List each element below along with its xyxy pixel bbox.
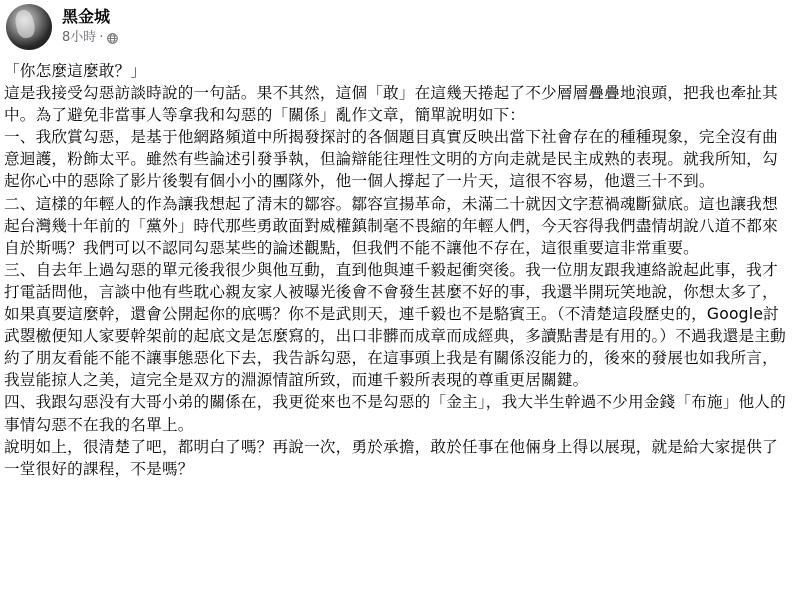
post-header (6, 2, 118, 52)
author-name[interactable]: 黑金城 (62, 7, 111, 26)
post-timestamp[interactable]: 8小時 (62, 30, 97, 45)
meta-separator: · (99, 30, 104, 45)
avatar[interactable] (6, 4, 52, 50)
post-paragraph: 四、我跟勾惡没有大哥小弟的關係在，我更從來也不是勾惡的「金主」，我大半生幹過不少用金錢「布施」他人的事情勾惡不在我的名單上。 (4, 393, 786, 434)
post-paragraph: 說明如上，很清楚了吧，都明白了嗎？再說一次，勇於承擔，敢於任事在他倆身上得以展現，就是給大家提供了一堂很好的課程，不是嗎？ (4, 437, 778, 478)
post-paragraph: 二、這樣的年輕人的作為讓我想起了清末的鄒容。鄒容宣揚革命，未滿二十就因文字惹禍魂斷獄底。這也讓我想起台灣幾十年前的「黨外」時代那些勇敢面對威權鎮制毫不畏縮的年輕人們，今天容得我們盡情胡說八道不都來自於斯嗎？我們可以不認同勾惡某些的論述觀點，但我們不能不讓他不存在，這很重要這非常重要。 (4, 194, 778, 257)
globe-icon[interactable] (107, 33, 118, 44)
post-paragraph: 這是我接受勾惡訪談時說的一句話。果不其然，這個「敢」在這幾天捲起了不少層層疊疊地浪頭，把我也牽扯其中。為了避免非當事人等拿我和勾惡的「關係」亂作文章，簡單說明如下： (4, 84, 778, 125)
author-block (62, 7, 118, 47)
post-body (4, 60, 786, 480)
post-paragraph: 三、自去年上過勾惡的單元後我很少與他互動，直到他與連千毅起衝突後。我一位朋友跟我連絡說起此事，我才打電話問他，言談中他有些耽心親友家人被曝光後會不會發生甚麼不好的事，我還半開玩笑地說，你想太多了，如果真要這麼幹，還會公開起你的底嗎？你不是武則天，連千毅也不是駱賓王。（不清楚這段歷史的，Google討武曌檄便知人家要幹架前的起底文是怎麼寫的，出口非髒而成章而成經典，多讀點書是有用的。）不過我還是主動約了朋友看能不能不讓事態惡化下去，我告訴勾惡，在這事頭上我是有關係沒能力的，後來的發展也如我所言，我豈能掠人之美，這完全是双方的淵源情誼所致，而連千毅所表現的尊重更居關鍵。 (4, 260, 786, 390)
post-meta (62, 29, 118, 47)
post-paragraph: 一、我欣賞勾惡，是基于他網路頻道中所揭發探討的各個題目真實反映出當下社會存在的種種現象，完全沒有曲意迴護，粉飾太平。雖然有些論述引發爭執，但論辯能往理性文明的方向走就是民主成熟的表現。就我所知，勾起你心中的惡除了影片後製有個小小的團隊外，他一個人撐起了一片天，這很不容易，他還三十不到。 (4, 128, 778, 191)
post-paragraph: 「你怎麼這麼敢？」 (4, 62, 147, 80)
